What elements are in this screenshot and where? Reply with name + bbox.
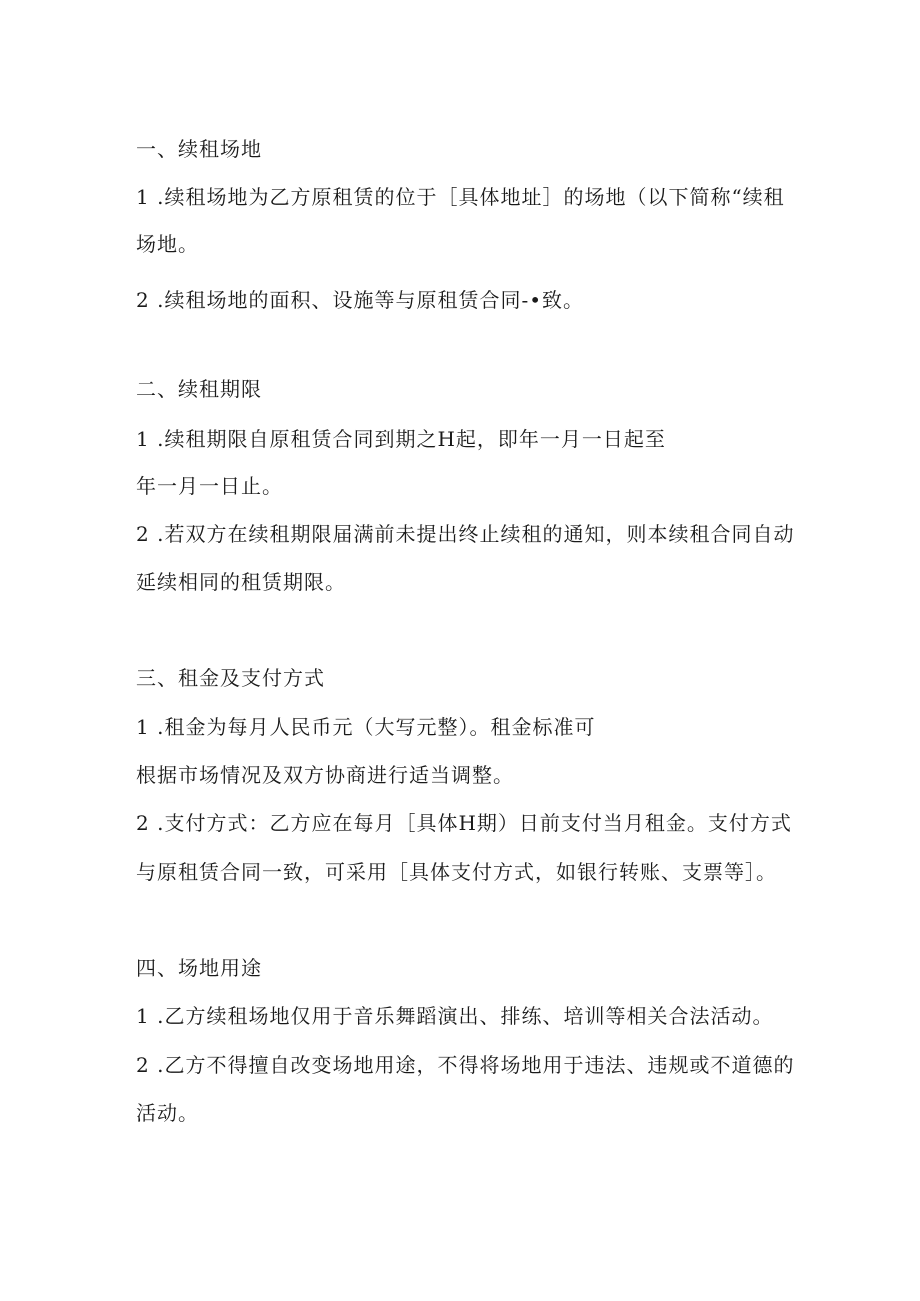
- paragraph-line: 1 .乙方续租场地仅用于音乐舞蹈演出、排练、培训等相关合法活动。: [136, 1004, 774, 1028]
- section-heading: 二、续租期限: [136, 377, 262, 401]
- section-heading: 一、续租场地: [136, 137, 262, 161]
- paragraph-line: 与原租赁合同一致，可采用［具体支付方式，如银行转账、支票等］。: [136, 860, 777, 884]
- paragraph-line: 2 .续租场地的面积、设施等与原租赁合同-•致。: [136, 288, 584, 312]
- section-heading: 三、租金及支付方式: [136, 666, 325, 690]
- paragraph-line: 根据市场情况及双方协商进行适当调整。: [136, 763, 514, 787]
- paragraph-line: 1 .续租场地为乙方原租赁的位于［具体地址］的场地（以下简称“续租: [136, 185, 785, 209]
- paragraph-line: 1 .租金为每月人民币元（大写元整）。租金标准可: [136, 715, 596, 739]
- paragraph-line: 2 .乙方不得擅自改变场地用途，不得将场地用于违法、违规或不道德的: [136, 1053, 795, 1077]
- paragraph-line: 延续相同的租赁期限。: [136, 570, 346, 594]
- paragraph-line: 场地。: [136, 232, 199, 256]
- section-heading: 四、场地用途: [136, 956, 262, 980]
- paragraph-line: 2 .若双方在续租期限届满前未提出终止续租的通知，则本续租合同自动: [136, 522, 795, 546]
- paragraph-line: 年一月一日止。: [136, 474, 283, 498]
- paragraph-line: 1 .续租期限自原租赁合同到期之H起，即年一月一日起至: [136, 427, 666, 451]
- paragraph-line: 活动。: [136, 1101, 199, 1125]
- paragraph-line: 2 .支付方式：乙方应在每月［具体H期）日前支付当月租金。支付方式: [136, 811, 792, 835]
